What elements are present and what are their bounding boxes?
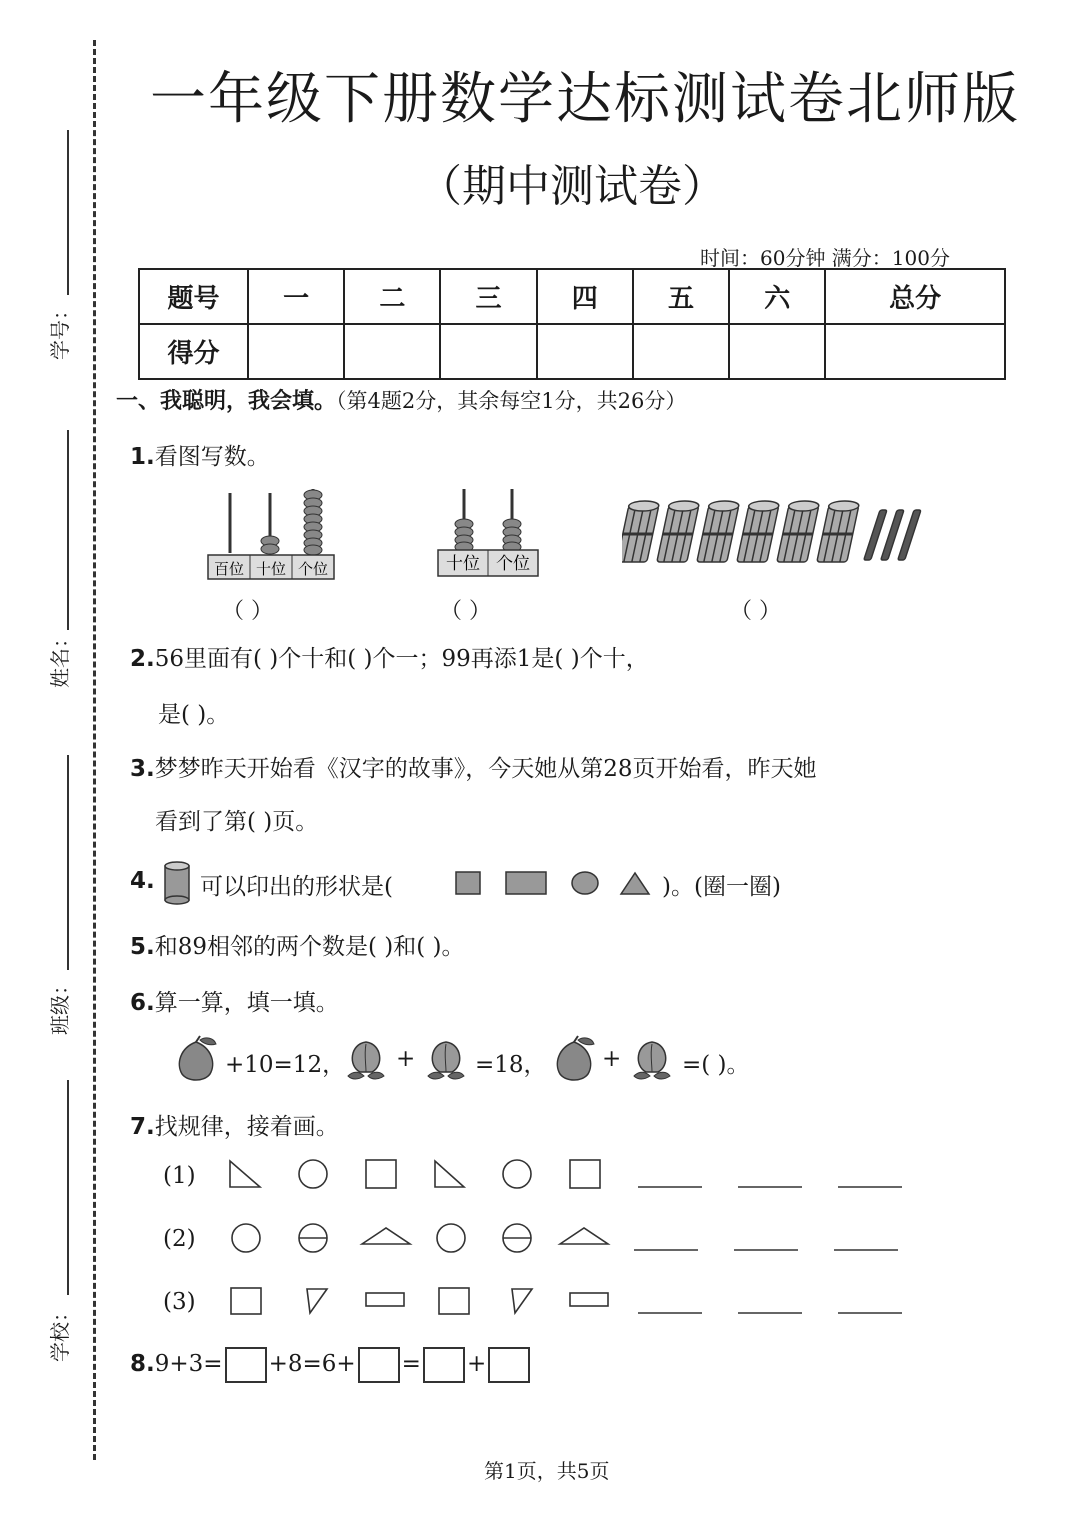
score-cell[interactable] bbox=[248, 324, 344, 379]
answer-box[interactable] bbox=[488, 1347, 530, 1383]
circle-shape-icon[interactable] bbox=[572, 872, 598, 894]
binding-dashed-line bbox=[93, 40, 96, 1460]
rectangle-shape bbox=[570, 1293, 608, 1306]
circle-shape bbox=[437, 1224, 465, 1252]
score-header-cell: 三 bbox=[440, 269, 536, 324]
pattern-label: (3) bbox=[163, 1289, 196, 1315]
score-cell[interactable] bbox=[729, 324, 825, 379]
abacus-label: 个位 bbox=[297, 560, 329, 578]
peach-icon bbox=[342, 1036, 390, 1084]
eq-part: = bbox=[401, 1351, 421, 1377]
school-line bbox=[67, 1080, 69, 1295]
shape-choices bbox=[448, 866, 658, 900]
score-cell[interactable] bbox=[825, 324, 1005, 379]
question-8 bbox=[130, 1347, 532, 1383]
equation-2: =18， bbox=[475, 1052, 547, 1078]
right-triangle-shape bbox=[435, 1161, 464, 1187]
answer-box[interactable] bbox=[423, 1347, 465, 1383]
score-cell[interactable] bbox=[537, 324, 633, 379]
question-5 bbox=[130, 928, 465, 961]
pattern-label: (1) bbox=[163, 1163, 196, 1189]
name-line bbox=[67, 430, 69, 630]
pattern-row-3 bbox=[220, 1281, 920, 1321]
question-4-text-b: )。(圈一圈) bbox=[662, 874, 781, 900]
question-1 bbox=[130, 438, 270, 471]
circle-shape bbox=[503, 1160, 531, 1188]
page-title: 一年级下册数学达标测试卷北师版 bbox=[150, 67, 1020, 132]
square-shape-icon[interactable] bbox=[456, 872, 480, 894]
score-header-cell: 一 bbox=[248, 269, 344, 324]
question-text: 看图写数。 bbox=[154, 444, 270, 470]
abacus-label: 十位 bbox=[446, 554, 480, 574]
abacus-two-place-icon bbox=[432, 485, 542, 580]
answer-box[interactable] bbox=[225, 1347, 267, 1383]
square-shape bbox=[439, 1288, 469, 1314]
equation-3: =( )。 bbox=[682, 1052, 750, 1078]
question-3-line2: 看到了第( )页。 bbox=[155, 809, 319, 835]
question-number: 4. bbox=[130, 868, 155, 894]
rectangle-shape bbox=[366, 1293, 404, 1306]
flat-triangle-shape bbox=[560, 1228, 608, 1244]
right-triangle-shape bbox=[512, 1289, 532, 1313]
section-1-title: 一、我聪明，我会填。 bbox=[116, 389, 337, 414]
score-header-cell: 五 bbox=[633, 269, 729, 324]
eq-part: +8=6+ bbox=[268, 1351, 356, 1377]
page-number: 第1页，共5页 bbox=[484, 1459, 610, 1483]
question-number: 3. bbox=[130, 756, 155, 782]
question-text: 和89相邻的两个数是( )和( )。 bbox=[154, 934, 465, 960]
score-row-label: 得分 bbox=[139, 324, 248, 379]
school-label: 学校： bbox=[48, 1302, 72, 1362]
question-number: 2. bbox=[130, 646, 155, 672]
stick-bundles-icon bbox=[622, 500, 942, 570]
answer-blank[interactable]: （ ） bbox=[222, 599, 273, 624]
square-shape bbox=[366, 1160, 396, 1188]
exam-meta: 时间：60分钟 满分：100分 bbox=[700, 246, 950, 270]
plus-sign: + bbox=[396, 1046, 416, 1072]
abacus-label: 个位 bbox=[496, 554, 530, 574]
class-line bbox=[67, 755, 69, 970]
score-header-cell: 四 bbox=[537, 269, 633, 324]
question-number: 1. bbox=[130, 444, 155, 470]
score-cell[interactable] bbox=[440, 324, 536, 379]
question-number: 6. bbox=[130, 990, 155, 1016]
pattern-label: (2) bbox=[163, 1226, 196, 1252]
cylinder-icon bbox=[162, 860, 192, 906]
right-triangle-shape bbox=[230, 1161, 260, 1187]
question-4-text-a: 可以印出的形状是( bbox=[200, 874, 393, 900]
abacus-three-place-icon bbox=[200, 485, 340, 585]
square-shape bbox=[570, 1160, 600, 1188]
question-6 bbox=[130, 984, 339, 1017]
peach-icon bbox=[628, 1036, 676, 1084]
pattern-row-2 bbox=[220, 1218, 920, 1258]
score-header-cell: 总分 bbox=[825, 269, 1005, 324]
score-table-score-row bbox=[139, 324, 1005, 379]
question-text: 56里面有( )个十和( )个一；99再添1是( )个十， bbox=[154, 646, 649, 672]
student-no-line bbox=[67, 130, 69, 295]
flat-triangle-shape bbox=[362, 1228, 410, 1244]
name-label: 姓名： bbox=[48, 628, 72, 688]
square-shape bbox=[231, 1288, 261, 1314]
peach-icon bbox=[422, 1036, 470, 1084]
question-number: 5. bbox=[130, 934, 155, 960]
section-1-note: （第4题2分，其余每空1分，共26分） bbox=[336, 389, 687, 413]
right-triangle-shape bbox=[307, 1289, 327, 1313]
pattern-row-1 bbox=[220, 1155, 920, 1195]
eq-part: 9+3= bbox=[154, 1351, 223, 1377]
score-header-cell: 二 bbox=[344, 269, 440, 324]
triangle-shape-icon[interactable] bbox=[621, 873, 649, 894]
eq-part: + bbox=[466, 1351, 487, 1377]
question-number: 8. bbox=[130, 1351, 155, 1377]
score-header-cell: 题号 bbox=[139, 269, 248, 324]
score-table bbox=[138, 268, 1006, 380]
question-2-line2: 是( )。 bbox=[158, 702, 230, 728]
answer-blank[interactable]: （ ） bbox=[730, 599, 781, 624]
class-label: 班级： bbox=[48, 975, 72, 1035]
answer-box[interactable] bbox=[358, 1347, 400, 1383]
circle-shape bbox=[299, 1160, 327, 1188]
score-header-cell: 六 bbox=[729, 269, 825, 324]
question-2 bbox=[130, 640, 649, 673]
question-text: 算一算，填一填。 bbox=[154, 990, 339, 1016]
pear-icon bbox=[548, 1034, 600, 1084]
answer-blank[interactable]: （ ） bbox=[440, 599, 491, 624]
page-subtitle: （期中测试卷） bbox=[418, 161, 726, 212]
question-4 bbox=[130, 868, 155, 894]
abacus-label: 十位 bbox=[255, 560, 287, 578]
score-cell[interactable] bbox=[344, 324, 440, 379]
circle-shape bbox=[232, 1224, 260, 1252]
plus-sign: + bbox=[602, 1046, 622, 1072]
score-table-header-row bbox=[139, 269, 1005, 324]
equation-1: +10=12， bbox=[225, 1052, 346, 1078]
student-no-label: 学号： bbox=[48, 300, 72, 360]
question-3 bbox=[130, 750, 817, 783]
question-text: 梦梦昨天开始看《汉字的故事》，今天她从第28页开始看，昨天她 bbox=[154, 756, 817, 782]
pear-icon bbox=[170, 1034, 222, 1084]
abacus-label: 百位 bbox=[213, 560, 245, 578]
score-cell[interactable] bbox=[633, 324, 729, 379]
question-7 bbox=[130, 1108, 339, 1141]
question-number: 7. bbox=[130, 1114, 155, 1140]
question-text: 找规律，接着画。 bbox=[154, 1114, 339, 1140]
section-1-heading bbox=[116, 384, 686, 415]
rectangle-shape-icon[interactable] bbox=[506, 872, 546, 894]
